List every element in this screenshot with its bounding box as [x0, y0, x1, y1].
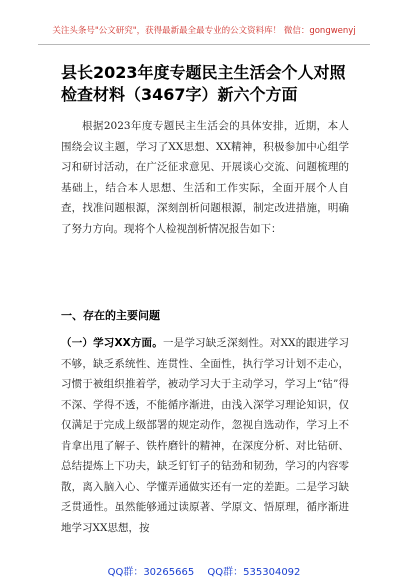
subsection-text: 一是学习缺乏深刻性。对XX的跟进学习不够，缺乏系统性、连贯性、全面性，执行学习计划不走心，习惯于被组织推着学，被动学习大于主动学习，学习上“钻”得不深、学得不透，不能循序渐进，由浅入深学习理论知识，仅仅满足于完成上级部署的规定动作，忽视自选动作，学习上不肯拿出甩了解子、铁杵磨针的精神，在深度分析、对比钻研、总结提炼上下功夫，缺乏钉钉子的钻劲和韧劲，学习的内容零散，离入脑入心、学懂弄通做实还有一定的差距。二是学习缺乏贯通性。虽然能够通过读原著、学原文、悟原理，循序渐进地学习XX思想，按 [61, 337, 349, 534]
document-title: 县长2023年度专题民主生活会个人对照检查材料（3467字）新六个方面 [61, 63, 346, 104]
footer-qq-group-2: QQ群：535304092 [207, 567, 301, 578]
header-divider [38, 44, 370, 45]
intro-paragraph: 根据2023年度专题民主生活会的具体安排，近期，本人围绕会议主题，学习了XX思想、XX精神，积极参加中心组学习和研讨活动，在广泛征求意见、开展谈心交流、问题梳理的基础上，结合本人思想、生活和工作实际，全面开展个人自查，找准问题根源，深刻剖析问题根源，制定改进措施，明确了努力方向。现将个人检视剖析情况报告如下： [61, 120, 349, 235]
subsection-label: （一）学习XX方面。 [61, 337, 163, 349]
body-paragraph [61, 333, 349, 538]
footer [0, 563, 408, 578]
section-heading: 一、存在的主要问题 [61, 309, 160, 322]
footer-qq-group-1: QQ群：30265665 [107, 567, 195, 578]
header-banner: 关注头条号"公文研究"，获得最新最全最专业的公文资料库！ 微信：gongwenyj [52, 26, 356, 36]
